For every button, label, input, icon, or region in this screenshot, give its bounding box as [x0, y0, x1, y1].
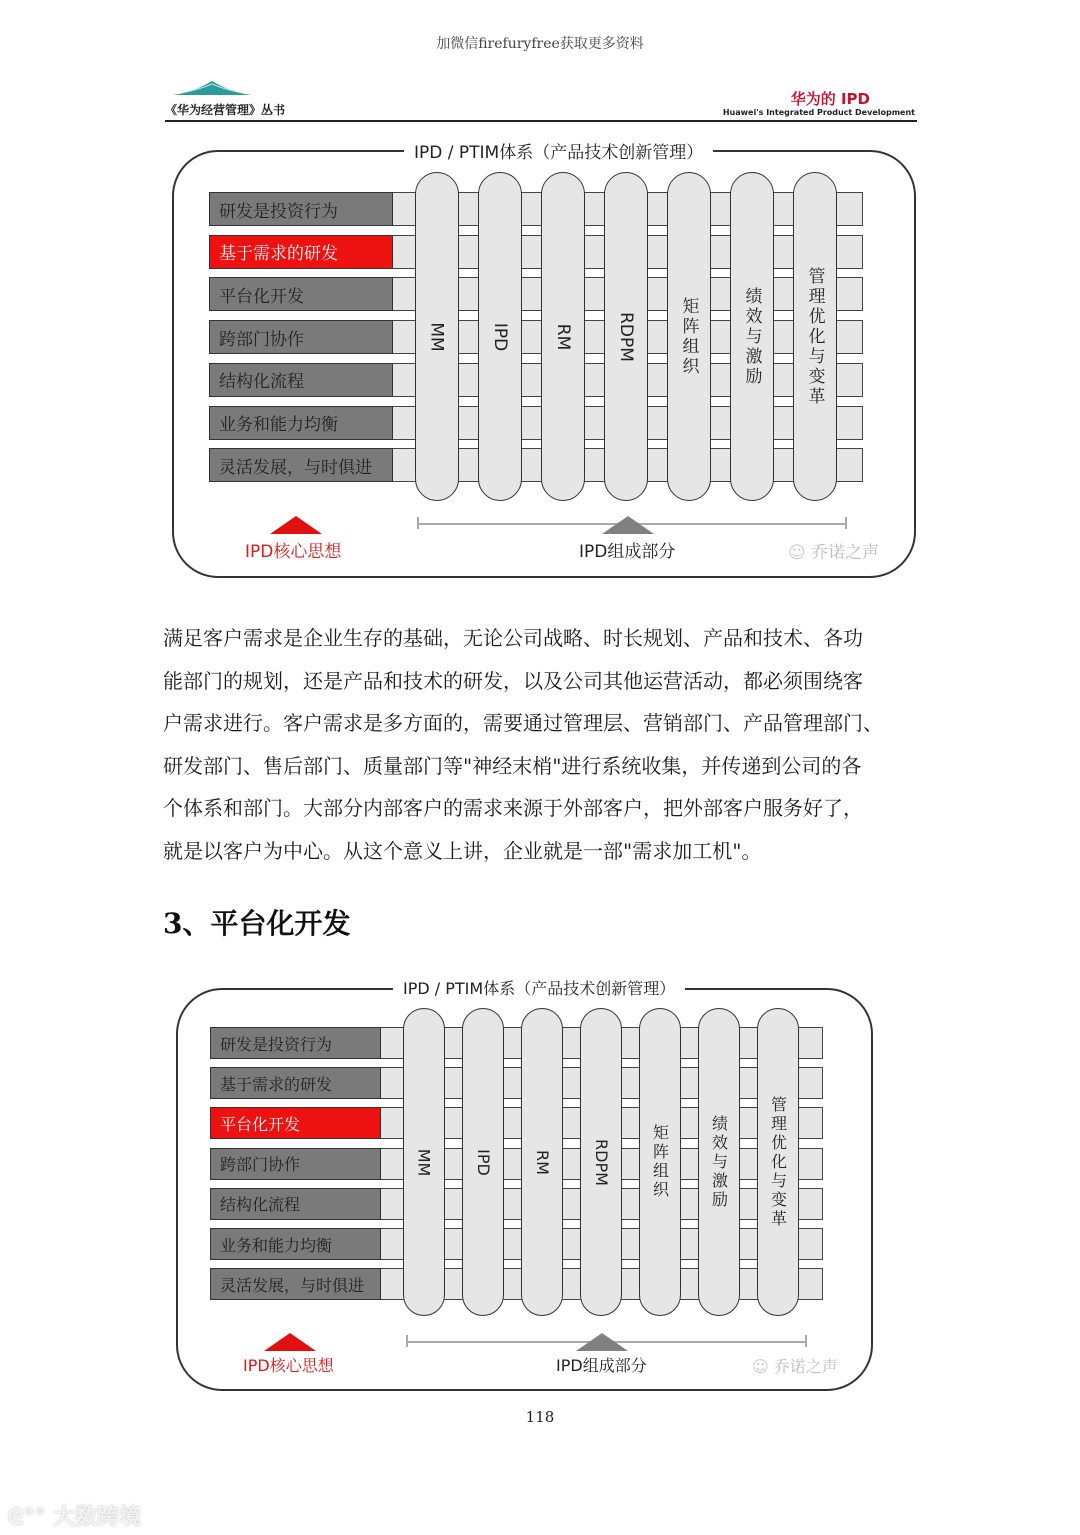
pillar-label: 管理优化与变革	[804, 266, 825, 407]
core-ideas-caption: IPD核心思想	[245, 542, 342, 562]
core-idea-label: 跨部门协作	[210, 1148, 381, 1180]
corner-watermark-logo	[8, 1500, 141, 1531]
paragraph-line: 研发部门、售后部门、质量部门等"神经末梢"进行系统收集，并传递到公司的各	[163, 753, 862, 778]
page-number: 118	[525, 1408, 555, 1426]
core-idea-label: 结构化流程	[209, 363, 393, 397]
core-idea-label: 基于需求的研发	[209, 235, 393, 269]
core-idea-label: 跨部门协作	[209, 320, 393, 354]
core-idea-label: 结构化流程	[210, 1188, 381, 1220]
core-idea-label: 业务和能力均衡	[210, 1228, 381, 1260]
core-idea-label: 基于需求的研发	[210, 1067, 381, 1099]
core-idea-label: 研发是投资行为	[210, 1027, 381, 1059]
diagram-title: IPD / PTIM体系（产品技术创新管理）	[404, 138, 713, 163]
component-pillar	[639, 1008, 681, 1316]
wechat-credit	[752, 1354, 838, 1377]
pillar-label: RDPM	[616, 311, 637, 362]
wechat-icon: ☺	[752, 1357, 769, 1376]
pillar-label: 绩效与激励	[741, 286, 762, 387]
brand-title: 华为的 IPD	[790, 90, 870, 108]
component-pillar	[757, 1008, 799, 1316]
core-idea-label: 业务和能力均衡	[209, 406, 393, 440]
pillar-label: 矩阵组织	[650, 1124, 670, 1200]
paragraph-line: 户需求进行。客户需求是多方面的，需要通过管理层、营销部门、产品管理部门、	[163, 711, 883, 736]
paragraph-line: 满足客户需求是企业生存的基础，无论公司战略、时长规划、产品和技术、各功	[163, 626, 863, 650]
core-triangle-icon	[264, 1333, 316, 1351]
pillar-label: IPD	[473, 1148, 493, 1176]
brand-glyph-icon: ᘓ°°	[8, 1505, 46, 1530]
pillar-label: RM	[532, 1149, 552, 1175]
component-pillar	[462, 1008, 504, 1316]
pillar-label: IPD	[489, 322, 510, 351]
pillar-label: 管理优化与变革	[768, 1095, 788, 1229]
core-idea-label: 灵活发展，与时俱进	[210, 1268, 381, 1300]
wechat-icon: ☺	[788, 543, 806, 563]
series-name: 《华为经营管理》丛书	[165, 103, 286, 117]
pillar-label: 绩效与激励	[709, 1114, 729, 1210]
corner-logo-text: 大数跨境	[53, 1505, 142, 1530]
components-triangle-icon	[576, 1333, 628, 1351]
component-pillar	[698, 1008, 740, 1316]
paragraph-line: 就是以客户为中心。从这个意义上讲，企业就是一部"需求加工机"。	[163, 838, 762, 863]
core-idea-label: 研发是投资行为	[209, 192, 393, 226]
credit-text: 乔诺之声	[811, 543, 880, 563]
core-idea-label: 平台化开发	[210, 1107, 381, 1139]
bracket-right-tick	[805, 1335, 807, 1347]
bracket-left-tick	[406, 1335, 408, 1347]
core-ideas-caption: IPD核心思想	[243, 1356, 334, 1375]
components-caption: IPD组成部分	[556, 1356, 647, 1375]
component-pillar	[580, 1008, 622, 1316]
section-heading: 3、平台化开发	[163, 907, 351, 940]
core-idea-label: 灵活发展，与时俱进	[209, 448, 393, 482]
component-pillar	[403, 1008, 445, 1316]
brand-subtitle: Huawei's Integrated Product Development	[722, 108, 915, 117]
top-watermark: 加微信firefuryfree获取更多资料	[436, 36, 644, 52]
diagram-title: IPD / PTIM体系（产品技术创新管理）	[393, 976, 685, 999]
pillar-label: RDPM	[591, 1138, 611, 1186]
core-idea-label: 平台化开发	[209, 277, 393, 311]
pillar-label: RM	[552, 323, 573, 350]
paragraph-line: 能部门的规划，还是产品和技术的研发，以及公司其他运营活动，都必须围绕客	[163, 668, 863, 693]
credit-text: 乔诺之声	[773, 1357, 838, 1376]
pillar-label: MM	[414, 1148, 434, 1176]
pillar-label: MM	[427, 321, 447, 352]
pillar-label: 矩阵组织	[678, 296, 699, 377]
paragraph-line: 个体系和部门。大部分内部客户的需求来源于外部客户，把外部客户服务好了，	[163, 796, 863, 821]
component-pillar	[521, 1008, 563, 1316]
components-caption: IPD组成部分	[579, 542, 676, 562]
